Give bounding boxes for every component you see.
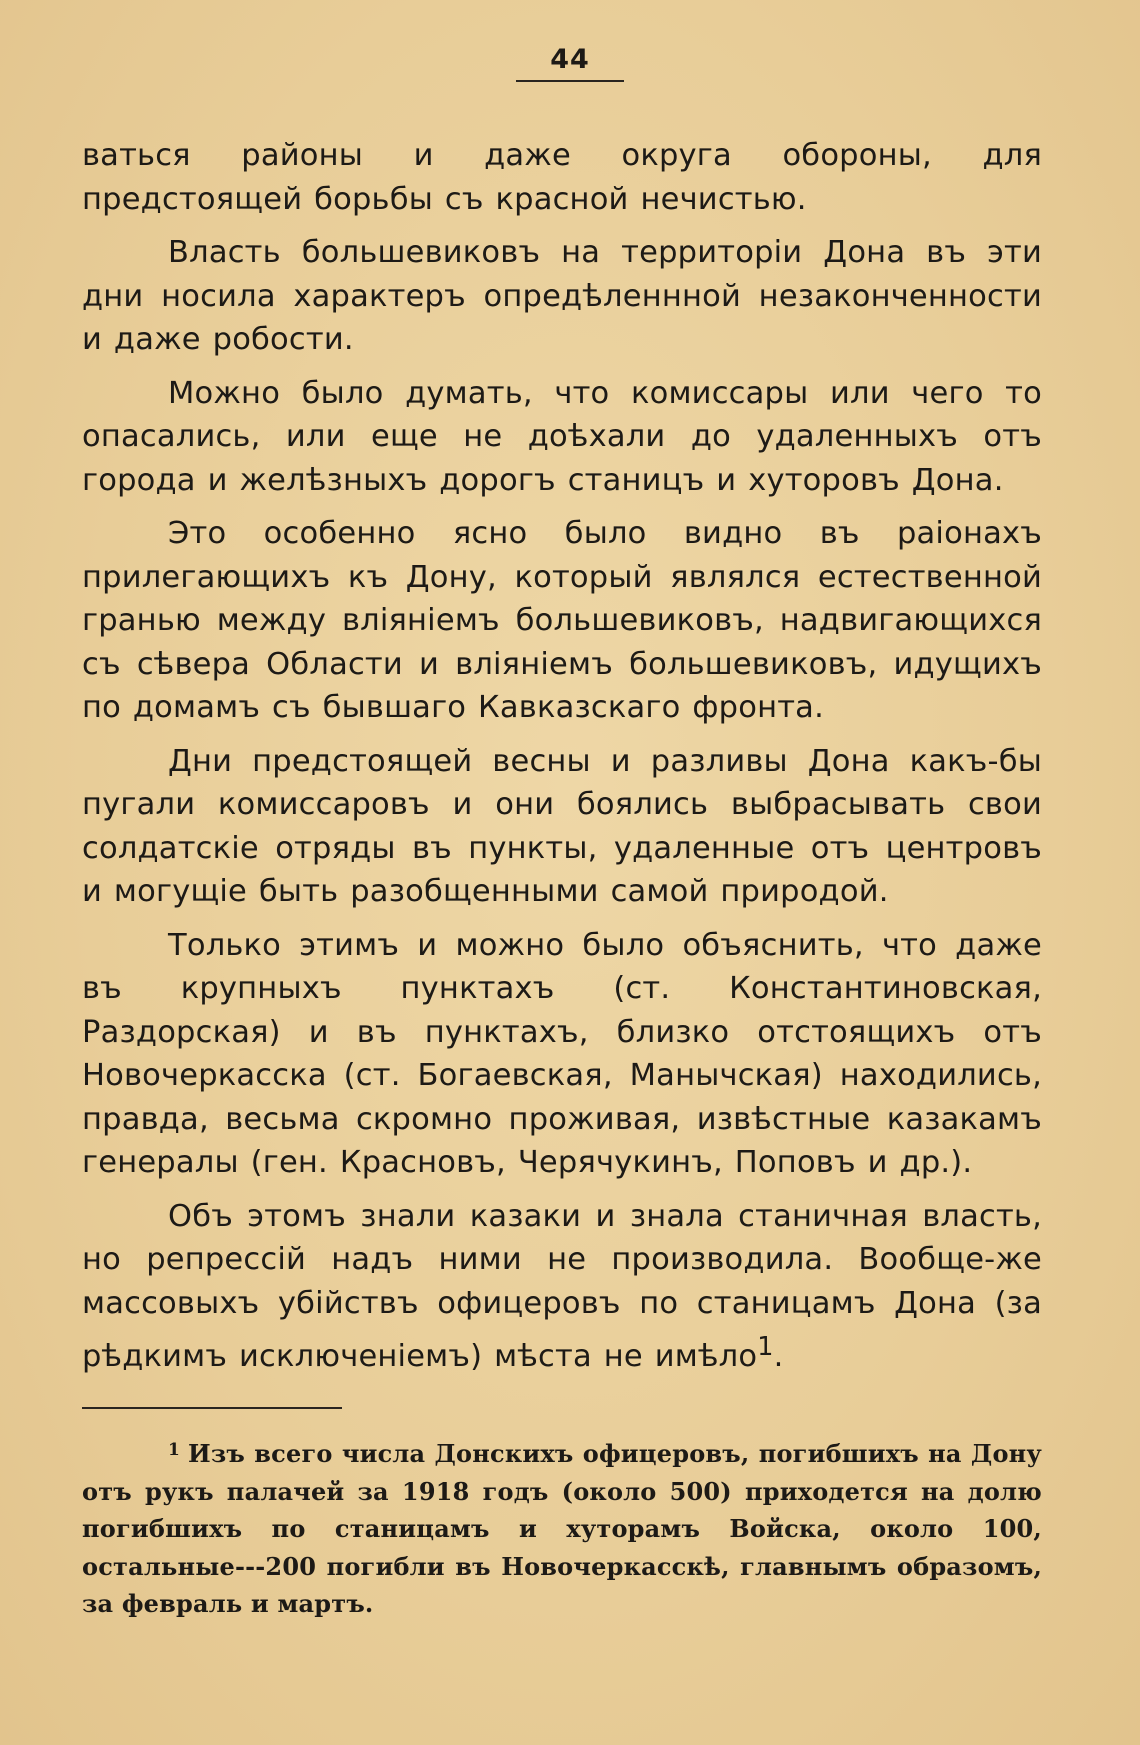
footnote xyxy=(82,1432,1042,1623)
footnote-text: Изъ всего числа Донскихъ офицеровъ, погибшихъ на Дону отъ рукъ палачей за 1918 годъ (около 500) приходется на долю погибшихъ по станицамъ и хуторамъ Войска, около 100, остальные---200 погибли въ Новочеркасскѣ, главнымъ образомъ, за февраль и мартъ. xyxy=(82,1439,1042,1618)
paragraph-2: Власть большевиковъ на территоріи Дона въ эти дни носила характеръ опредѣленнной незаконченности и даже робости. xyxy=(82,235,1042,357)
page-number: 44 xyxy=(516,44,624,82)
main-text xyxy=(82,134,1042,1389)
footnote-divider xyxy=(82,1407,342,1409)
paragraph-3: Можно было думать, что комиссары или чего то опасались, или еще не доѣхали до удаленныхъ отъ города и желѣзныхъ дорогъ станицъ и хуторовъ Дона. xyxy=(82,375,1042,498)
paragraph-7: Объ этомъ знали казаки и знала станичная власть, но репрессій надъ ними не производила. Вообще-же массовыхъ убійствъ офицеровъ по станицамъ Дона (за рѣдкимъ исключеніемъ) мѣста не имѣло$^1$. xyxy=(82,1198,1042,1375)
paragraph-7-text: Объ этомъ знали казаки и знала станичная власть, но репрессій надъ ними не производила. Вообще-же массовыхъ убійствъ офицеровъ по станицамъ Дона (за рѣдкимъ исключеніемъ) мѣста не имѣло xyxy=(82,1198,1042,1375)
footnote-reference: 1 xyxy=(757,1331,774,1361)
page-header xyxy=(0,44,1140,82)
paragraph-5: Дни предстоящей весны и разливы Дона какъ-бы пугали комиссаровъ и они боялись выбрасывать свои солдатскіе отряды въ пункты, удаленные отъ центровъ и могущіе быть разобщенными самой природой. xyxy=(82,743,1042,909)
paragraph-4: Это особенно ясно было видно въ раіонахъ прилегающихъ къ Дону, который являлся естественной гранью между вліяніемъ большевиковъ, надвигающихся съ сѣвера Области и вліяніемъ большевиковъ, идущихъ по домамъ съ бывшаго Кавказскаго фронта. xyxy=(82,516,1042,725)
footnote-marker: 1 xyxy=(168,1440,181,1460)
paragraph-1: ваться районы и даже округа обороны, для предстоящей борьбы съ красной нечистью. xyxy=(82,138,1042,217)
paragraph-6: Только этимъ и можно было объяснить, что даже въ крупныхъ пунктахъ (ст. Константиновская, Раздорская) и въ пунктахъ, близко отстоящихъ отъ Новочеркасска (ст. Богаевская, Манычская) находились, правда, весьма скромно проживая, извѣстные казакамъ генералы (ген. Красновъ, Черячукинъ, Поповъ и др.). xyxy=(82,927,1042,1180)
